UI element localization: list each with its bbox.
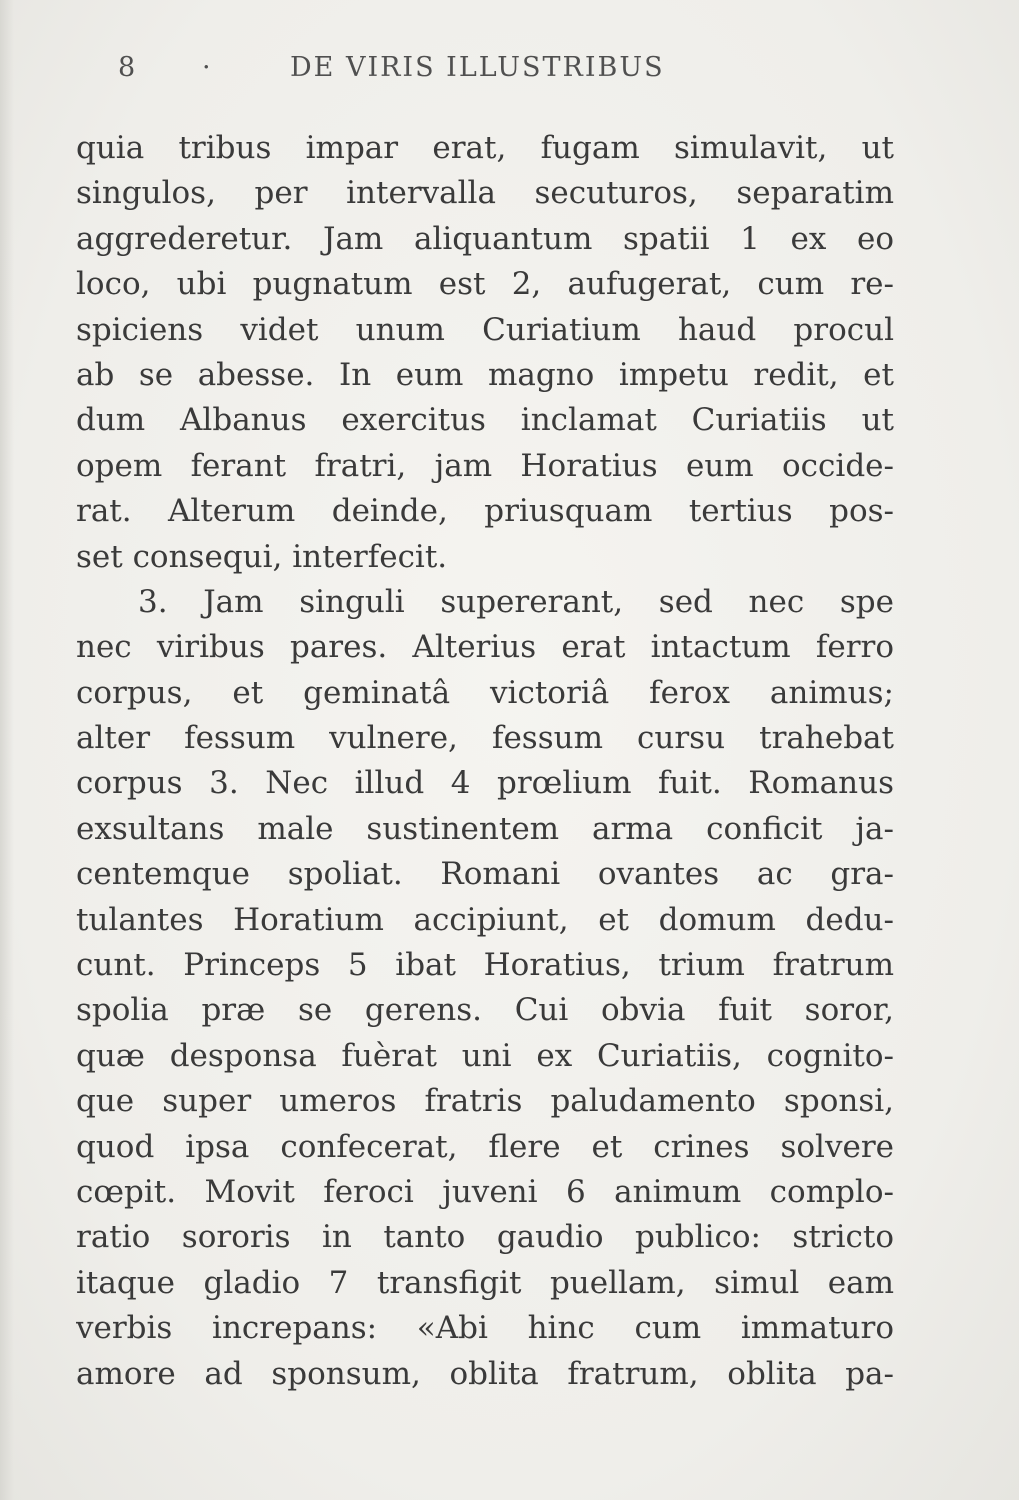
text-line: exsultans male sustinentem arma conficit ja- — [76, 810, 894, 847]
text-line: loco, ubi pugnatum est 2, aufugerat, cum re- — [76, 266, 894, 303]
text-line: opem ferant fratri, jam Horatius eum occide- — [76, 447, 894, 484]
text-line: alter fessum vulnere, fessum cursu trahebat — [76, 720, 894, 757]
text-line: cœpit. Movit feroci juveni 6 animum complo- — [76, 1173, 894, 1210]
text-line: centemque spoliat. Romani ovantes ac gra- — [76, 856, 894, 893]
text-line: ratio sororis in tanto gaudio publico: stricto — [76, 1219, 894, 1256]
text-line: itaque gladio 7 transfigit puellam, simul eam — [76, 1264, 894, 1301]
text-line: tulantes Horatium accipiunt, et domum dedu- — [76, 901, 894, 938]
text-line: quod ipsa confecerat, flere et crines solvere — [76, 1128, 894, 1165]
text-line: verbis increpans: «Abi hinc cum immaturo — [76, 1310, 894, 1347]
text-line: spiciens videt unum Curiatium haud procul — [76, 311, 894, 348]
text-line: rat. Alterum deinde, priusquam tertius pos- — [76, 493, 894, 530]
text-line: amore ad sponsum, oblita fratrum, oblita pa- — [76, 1355, 894, 1392]
page-edge-shadow — [0, 0, 14, 1500]
header-separator: · — [202, 52, 213, 83]
text-line: corpus 3. Nec illud 4 prœlium fuit. Romanus — [76, 765, 894, 802]
text-line: spolia præ se gerens. Cui obvia fuit soror, — [76, 992, 894, 1029]
page-number: 8 — [118, 52, 138, 83]
running-title: DE VIRIS ILLUSTRIBUS — [290, 52, 665, 83]
text-line: singulos, per intervalla secuturos, separatim — [76, 175, 894, 212]
text-line: cunt. Princeps 5 ibat Horatius, trium fratrum — [76, 947, 894, 984]
text-line: set consequi, interfecit. — [76, 538, 448, 575]
text-line: corpus, et geminatâ victoriâ ferox animus; — [76, 674, 894, 711]
text-line: nec viribus pares. Alterius erat intactum ferro — [76, 629, 894, 666]
text-line: dum Albanus exercitus inclamat Curiatiis ut — [76, 402, 894, 439]
running-head — [118, 52, 698, 92]
paragraph-start-line: 3. Jam singuli supererant, sed nec spe — [138, 583, 894, 620]
body-text — [76, 126, 894, 1397]
text-line: quia tribus impar erat, fugam simulavit, ut — [76, 130, 894, 166]
text-line: que super umeros fratris paludamento sponsi, — [76, 1083, 894, 1120]
text-line: ab se abesse. In eum magno impetu redit, et — [76, 356, 894, 393]
text-line: aggrederetur. Jam aliquantum spatii 1 ex eo — [76, 220, 894, 257]
text-line: quæ desponsa fuèrat uni ex Curiatiis, cognito- — [76, 1037, 894, 1074]
